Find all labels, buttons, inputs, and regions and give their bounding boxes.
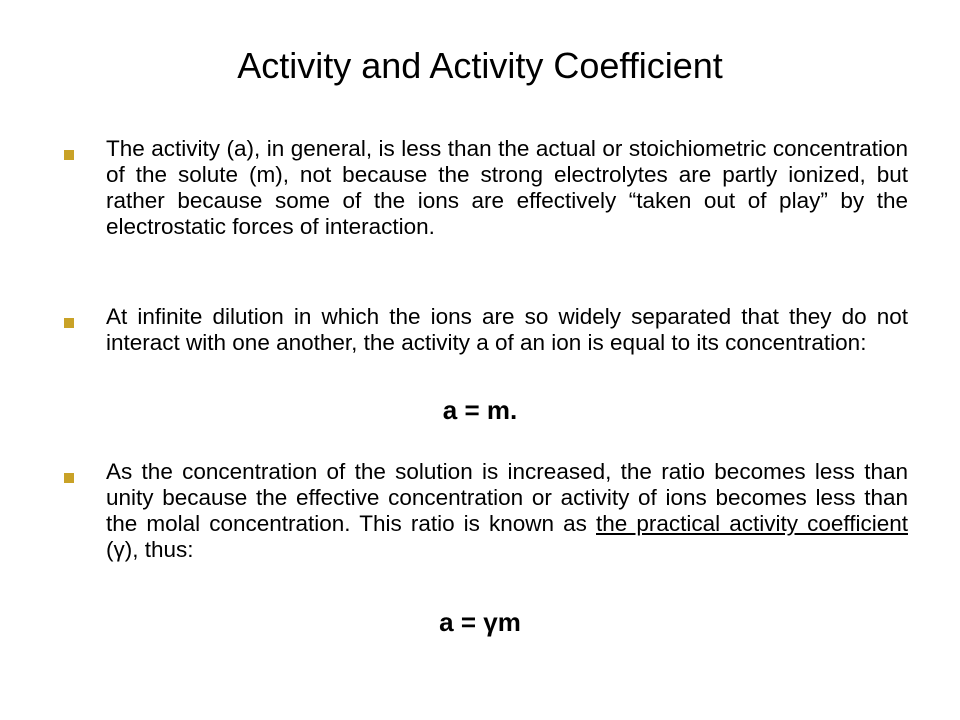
slide-title: Activity and Activity Coefficient xyxy=(237,45,723,86)
square-bullet-icon xyxy=(64,473,74,483)
bullet-text: At infinite dilution in which the ions are so widely separated that they do not interact with one another, the activity a of an ion is equal to its concentration: xyxy=(106,304,908,355)
bullet-item-infinite-dilution xyxy=(64,304,908,356)
underlined-term: the practical activity coefficient xyxy=(596,511,908,536)
bullet-text-end: (γ), thus: xyxy=(106,537,194,562)
bullet-text-start: As the concentration of the solution is increased, the ratio becomes less than unity because the effective concentration or activity of ions becomes less than the molal concentration. This ratio is known as xyxy=(106,459,908,536)
formula-a-equals-m: a = m. xyxy=(442,395,518,425)
bullet-text xyxy=(106,459,908,563)
bullet-text: The activity (a), in general, is less than the actual or stoichiometric concentration of the solute (m), not because the strong electrolytes are partly ionized, but rather because some of the ions are effectively “taken out of play” by the electrostatic forces of interaction. xyxy=(106,136,908,239)
formula-a-equals-gamma-m: a = γm xyxy=(439,607,521,637)
bullet-item-activity-definition xyxy=(64,136,908,240)
square-bullet-icon xyxy=(64,318,74,328)
square-bullet-icon xyxy=(64,150,74,160)
bullet-item-activity-coefficient xyxy=(64,459,908,563)
